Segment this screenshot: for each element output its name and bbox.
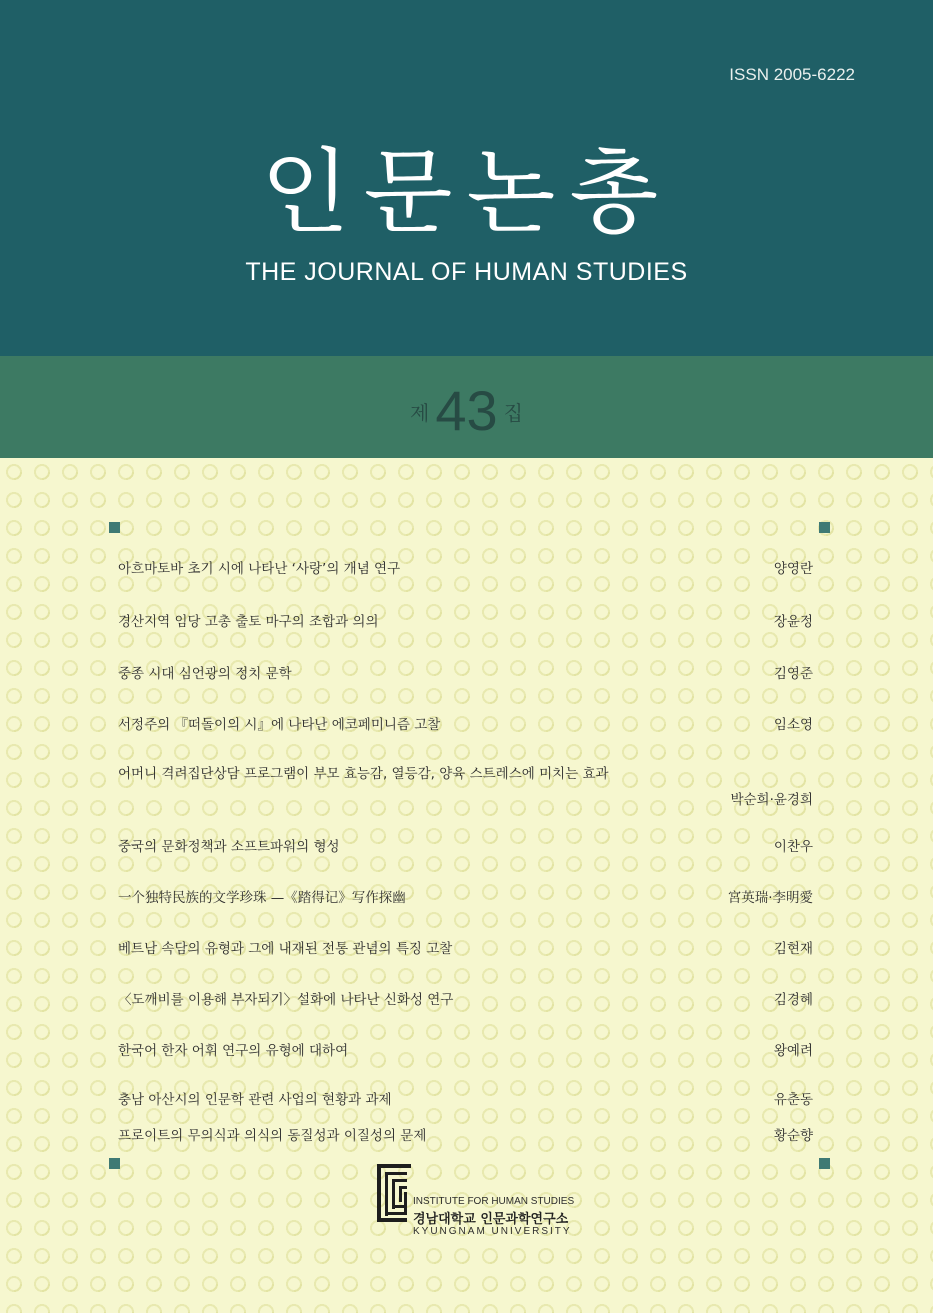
toc-item — [118, 1039, 813, 1059]
toc-author: 宮英瑞·李明愛 — [727, 890, 813, 906]
toc-title: 중국의 문화정책과 소프트파워의 형성 — [118, 839, 340, 855]
issue-suffix: 집 — [503, 403, 523, 425]
journal-title-english: THE JOURNAL OF HUMAN STUDIES — [245, 258, 688, 286]
toc-item — [118, 1088, 813, 1108]
toc-title: 경산지역 임당 고총 출토 마구의 조합과 의의 — [118, 614, 379, 630]
toc-author: 박순희·윤경희 — [730, 792, 813, 808]
publisher-name-korean: 경남대학교 인문과학연구소 — [413, 1212, 569, 1227]
issn-label: ISSN 2005-6222 — [729, 65, 855, 84]
toc-title: 아흐마토바 초기 시에 나타난 ‘사랑’의 개념 연구 — [118, 561, 401, 577]
issue-number — [0, 378, 933, 443]
toc-title: 중종 시대 심언광의 정치 문학 — [118, 666, 292, 682]
toc-item — [118, 610, 813, 630]
issue-prefix: 제 — [410, 403, 430, 425]
toc-item — [118, 713, 813, 733]
corner-square-bottom-right — [819, 1158, 830, 1169]
corner-square-top-left — [109, 522, 120, 533]
toc-item — [118, 662, 813, 682]
toc-title: 충남 아산시의 인문학 관련 사업의 현황과 과제 — [118, 1092, 392, 1108]
toc-title: 一个独特民族的文学珍珠 —《踏得记》写作探幽 — [118, 890, 406, 906]
toc-item — [118, 886, 813, 906]
toc-author: 장윤정 — [773, 614, 813, 630]
publisher-name-english: INSTITUTE FOR HUMAN STUDIES — [413, 1196, 575, 1207]
corner-square-top-right — [819, 522, 830, 533]
toc-author: 임소영 — [773, 717, 813, 733]
toc-author: 김영준 — [773, 666, 813, 682]
toc-author: 왕예려 — [773, 1043, 813, 1059]
toc-title: 한국어 한자 어휘 연구의 유형에 대하여 — [118, 1043, 349, 1059]
corner-square-bottom-left — [109, 1158, 120, 1169]
toc-author: 이찬우 — [773, 839, 813, 855]
toc-author: 유춘동 — [773, 1092, 813, 1108]
toc-title: 베트남 속담의 유형과 그에 내재된 전통 관념의 특징 고찰 — [118, 941, 453, 957]
toc-item — [118, 937, 813, 957]
issue-number-value: 43 — [435, 379, 498, 442]
toc-title: 프로이트의 무의식과 의식의 동질성과 이질성의 문제 — [118, 1128, 427, 1144]
toc-item — [118, 835, 813, 855]
toc-title: 〈도깨비를 이용해 부자되기〉설화에 나타난 신화성 연구 — [118, 992, 454, 1008]
toc-item — [118, 988, 813, 1008]
toc-author: 양영란 — [773, 561, 813, 577]
toc-item — [118, 1124, 813, 1144]
journal-title-korean: 인문논총 — [260, 139, 673, 246]
toc-author: 김현재 — [773, 941, 813, 957]
toc-title: 서정주의 『떠돌이의 시』에 나타난 에코페미니즘 고찰 — [118, 717, 441, 733]
publisher-logo — [377, 1162, 607, 1242]
toc-author: 황순향 — [773, 1128, 813, 1144]
institute-logo-icon — [377, 1164, 411, 1222]
toc-item — [118, 557, 813, 577]
toc-item — [118, 762, 813, 808]
toc-author: 김경혜 — [773, 992, 813, 1008]
toc-title: 어머니 격려집단상담 프로그램이 부모 효능감, 열등감, 양육 스트레스에 미치는 효과 — [118, 766, 609, 782]
publisher-university: KYUNGNAM UNIVERSITY — [413, 1226, 572, 1237]
